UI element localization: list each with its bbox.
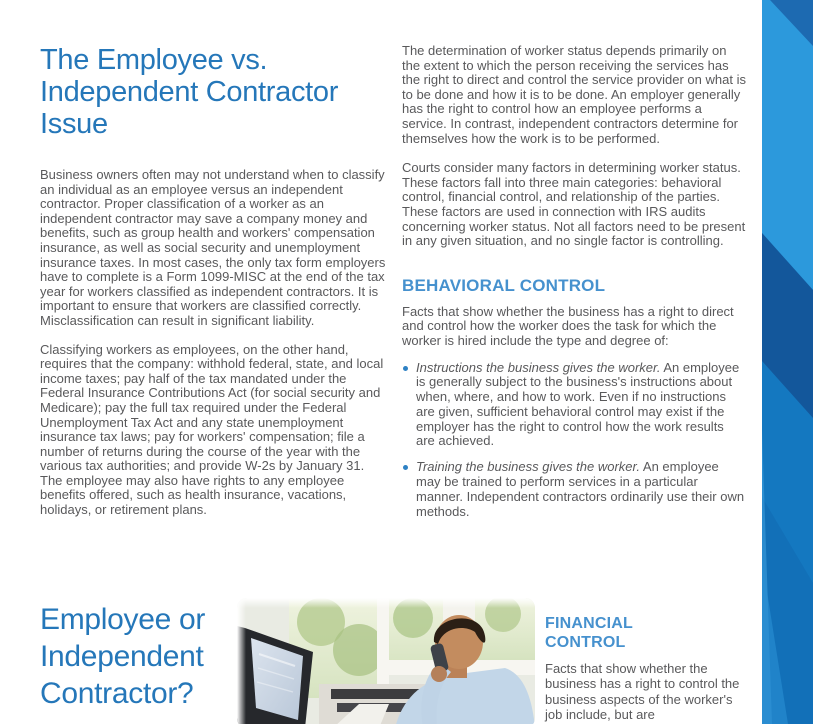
financial-control-text: Facts that show whether the business has a right to control the business aspects of the worker's job include, but are — [545, 661, 740, 723]
bottom-headline-line-1: Employee or — [40, 603, 206, 636]
bottom-headline-line-2: Independent — [40, 640, 204, 673]
financial-control-heading — [545, 614, 751, 652]
bullet-lead: Training the business gives the worker. — [416, 459, 640, 475]
right-column — [402, 44, 746, 530]
bottom-headline — [40, 601, 205, 712]
page-title — [40, 44, 387, 140]
financial-heading-line-1: FINANCIAL — [545, 615, 634, 632]
behavioral-bullet-list — [402, 361, 746, 520]
bottom-headline-line-3: Contractor? — [40, 677, 194, 710]
behavioral-control-intro: Facts that show whether the business has a right to direct and control how the worker does the task for which the worker is hired include the type and degree of: — [402, 303, 734, 348]
bullet-text: An employee may be trained to perform services in a particular manner. Independent contractors ordinarily use their own methods. — [416, 459, 745, 519]
right-paragraph-2: Courts consider many factors in determining worker status. These factors fall into three main categories: behavioral control, financial control, and relationship of the parties. These factors are used in connection with IRS audits concerning worker status. Not all factors need to be present in any given situation, and no single factor is controlling. — [402, 160, 746, 249]
photo-illustration — [237, 598, 535, 724]
left-paragraph-1: Business owners often may not understand when to classify an individual as an employee versus an independent contractor. Proper classification of a worker as an independent contractor may save a company money and benefits, such as group health and workers' compensation insurance, as well as social security and unemployment insurance taxes. In most cases, the only tax form employers have to complete is a Form 1099-MISC at the end of the tax year for workers classified as independent contractors. It is important to ensure that workers are classified correctly. Misclassification can result in significant liability. — [40, 167, 386, 328]
financial-control-section — [545, 614, 751, 723]
bullet-text: An employee is generally subject to the business's instructions about when, where, and how to work. Even if no instructions are given, sufficient behavioral control may exist if the employer has the right to control how the work results are achieved. — [416, 359, 740, 449]
list-item — [402, 460, 746, 519]
page-title-line-3: Issue — [40, 108, 108, 140]
accent-band-graphic — [762, 0, 813, 724]
page-title-line-1: The Employee vs. — [40, 44, 268, 76]
behavioral-control-heading: BEHAVIORAL CONTROL — [402, 275, 606, 295]
photo-left-fade — [237, 598, 246, 724]
left-column — [40, 44, 387, 518]
man-talking-on-phone-at-desk-photo — [237, 598, 535, 724]
accent-band — [762, 0, 813, 724]
right-paragraph-1: The determination of worker status depends primarily on the extent to which the person receiving the services has the right to direct and control the service provider on what is to be done and how it is to be done. An employer generally has the right to control how an employee performs a service. In contrast, independent contractors determine for themselves how the work is to be performed. — [402, 43, 746, 146]
financial-heading-line-2: CONTROL — [545, 634, 626, 651]
photo-top-fade — [237, 598, 535, 608]
page-title-line-2: Independent Contractor — [40, 76, 339, 108]
left-paragraph-2: Classifying workers as employees, on the other hand, requires that the company: withhold federal, state, and local income taxes; pay half of the tax mandated under the Federal Insurance Contributions Act (for social security and Medicare); pay the full tax required under the Federal Unemployment Tax Act and any state unemployment insurance tax laws; pay for workers' compensation; file a number of returns during the course of the year with the various tax authorities; and provide W-2s by January 31. The employee may also have rights to any employee benefits offered, such as health insurance, vacations, holidays, or retirement plans. — [40, 341, 384, 518]
bullet-lead: Instructions the business gives the worker. — [416, 359, 661, 375]
list-item — [402, 361, 746, 450]
